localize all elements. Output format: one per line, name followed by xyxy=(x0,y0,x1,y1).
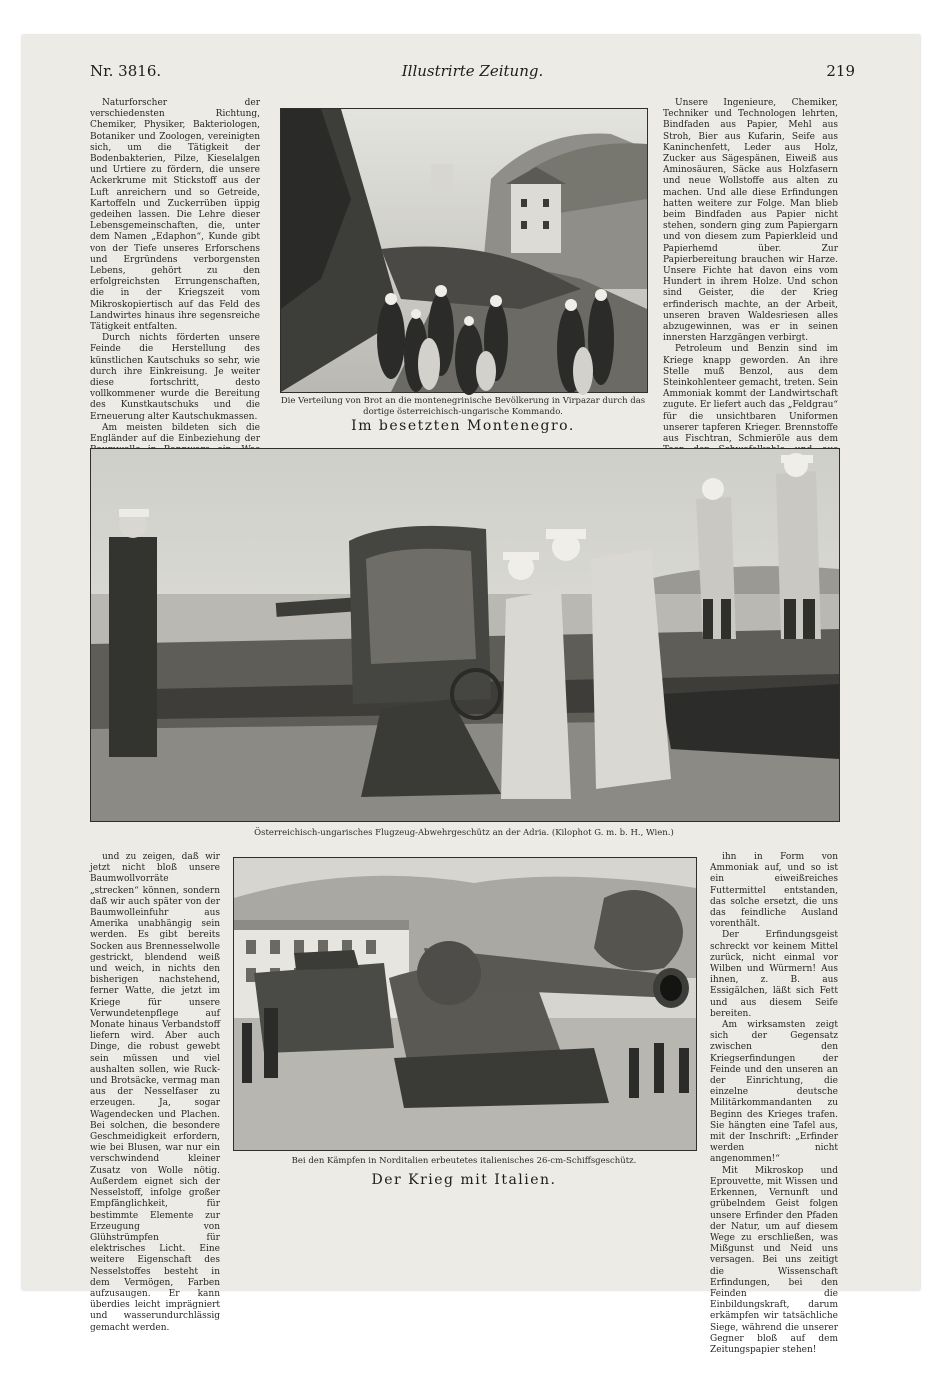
page-number: 219 xyxy=(826,62,855,80)
photo-caption-middle: Österreichisch-ungarisches Flugzeug-Abwehrgeschütz an der Adria. (Kilophot G. m. b. H., Wien.) xyxy=(254,828,674,838)
photo-caption-top: Die Verteilung von Brot an die montenegrinische Bevölkerung in Virpazar durch das dortige österreichisch-ungarische Kommando. xyxy=(280,396,646,417)
issue-number: Nr. 3816. xyxy=(90,62,162,80)
paragraph: Durch nichts förderten unsere Feinde die Herstellung des künstlichen Kautschuks so sehr, wie durch ihre Einkreisung. Je weiter diese fortschritt, desto vollkommener wurde die Bereitung des Kunstkautschuks und die Erneuerung alter Kautschukmassen. xyxy=(90,333,260,422)
text-column-bottom-right xyxy=(710,852,838,1355)
page-header xyxy=(90,62,855,84)
paragraph: Naturforscher der verschiedensten Richtung, Chemiker, Physiker, Bakteriologen, Botaniker und Zoologen, vereinigten sich, um die Tätigkeit der Bodenbakterien, Pilze, Kieselalgen und Urtiere zu fördern, die unsere Ackerkrume mit Stickstoff aus der Luft anreichern und so Getreide, Kartoffeln und Zuckerrüben üppig gedeihen lassen. Die Lehre dieser Lebensgemeinschaften, die, unter dem Namen „Edaphon“, Kunde gibt von der Tiefe unseres Erforschens und Ergründens verborgensten Lebens, gehört zu den erfolgreichsten Errungenschaften, die in der Kriegszeit vom Mikroskopiertisch auf das Feld des Landwirtes hinaus ihre segensreiche Tätigkeit entfalten. xyxy=(90,98,260,333)
paragraph: Am meisten bildeten sich die Engländer auf die Einbeziehung der xyxy=(90,422,260,445)
newspaper-title: Illustrirte Zeitung. xyxy=(401,62,544,80)
text-column-top-right xyxy=(663,98,838,445)
photo-anti-aircraft-gun xyxy=(90,448,840,822)
paragraph: Mit Mikroskop und Eprouvette, mit Wissen und Erkennen, Vernunft und grübelndem Geist folgen unsere Erfinder den Pfaden der Natur, um auf diesem Wege zu erschließen, was Mißgunst und Neid uns versagen. Bei uns zeitigt die Wissenschaft Erfindungen, bei den Feinden die Einbildungskraft, darum erkämpfen wir tatsächliche Siege, während die unserer Gegner bloß auf dem Zeitungspapier stehen! xyxy=(710,1165,838,1355)
text-column-top-left xyxy=(90,98,260,445)
photo-montenegro-bread-distribution xyxy=(280,108,648,393)
photo-italian-naval-gun xyxy=(233,857,697,1151)
section-title-montenegro: Im besetzten Montenegro. xyxy=(351,418,575,434)
paragraph: Der Erfindungsgeist schreckt vor keinem Mittel zurück, nicht einmal vor Wilben und Würmern! Aus ihnen, z. B. aus Essigälchen, läßt sich Fett und aus diesem Seife bereiten. xyxy=(710,930,838,1019)
text-column-bottom-left xyxy=(90,852,220,1333)
paragraph: Petroleum und Benzin sind im Kriege knapp geworden. An ihre Stelle muß Benzol, aus dem Steinkohlenteer gemacht, treten. Sein Ammoniak kommt der Landwirtschaft zugute. Er liefert auch das „Feldgrau“ für die unsichtbaren Uniformen unserer tapferen Krieger. Brennstoffe aus Fischtran, Schmieröle aus dem xyxy=(663,344,838,445)
section-title-italy: Der Krieg mit Italien. xyxy=(371,1172,557,1188)
paragraph: Am wirksamsten zeigt sich der Gegensatz zwischen den Kriegserfindungen der Feinde und den unseren an der Einrichtung, die einzelne deutsche Militärkommandanten zu Beginn des Krieges trafen. Sie hängten eine Tafel aus, mit der Inschrift: „Erfinder werden nicht angenommen!“ xyxy=(710,1020,838,1165)
paragraph: Unsere Ingenieure, Chemiker, Techniker und Technologen lehrten, Bindfaden aus Papier, Mehl aus Stroh, Bier aus Kufarin, Seife aus Kaninchenfett, Leder aus Holz, Zucker aus Sägespänen, Eiweiß aus Aminosäuren, Säcke aus Holzfasern und neue Wollstoffe aus alten zu machen. Und alle diese Erfindungen hatten weitere zur Folge. Man blieb beim Bindfaden aus Papier nicht stehen, sondern ging zum Papiergarn und von diesem zum Papierkleid und Papierhemd über. Zur Papierbereitung brauchen wir Harze. Unsere Fichte hat davon eins vom Hundert in ihrem Holze. Und schon sind Geister, die der Krieg erfinderisch machte, an der Arbeit, unseren braven Waldesriesen alles abzugewinnen, was er in seinen innersten Harzgängen verbirgt. xyxy=(663,98,838,344)
paragraph: ihn in Form von Ammoniak auf, und so ist ein eiweißreiches Futtermittel entstanden, das solche ersetzt, die uns das feindliche Ausland vorenthält. xyxy=(710,852,838,930)
paragraph: und zu zeigen, daß wir jetzt nicht bloß unsere Baumwollvorräte „strecken“ können, sondern daß wir auch später von der Baumwolleinfuhr aus Amerika unabhängig sein werden. Es gibt bereits Socken aus Brennesselwolle gestrickt, blendend weiß und weich, in nichts den bisherigen nachstehend, ferner Watte, die jetzt im Kriege für unsere Verwundetenpflege auf Monate hinaus Verbandstoff liefern wird. Aber auch Dinge, die robust gewebt sein müssen und viel aushalten sollen, wie Ruck- und Brotsäcke, vermag man aus der Nesselfaser zu erzeugen. Ja, sogar Wagendecken und Plachen. Bei solchen, die besondere Geschmeidigkeit erfordern, wie bei Blusen, war nur ein verschwindend kleiner Zusatz von Wolle nötig. Außerdem eignet sich der Nesselstoff, infolge großer Empfänglichkeit, für bestimmte Elemente zur Erzeugung von Glühstrümpfen für elektrisches Licht. Eine weitere Eigenschaft des Nesselstoffes besteht in dem Vermögen, Farben aufzusaugen. Er kann überdies leicht imprägniert und wasserundurchlässig gemacht werden. xyxy=(90,852,220,1333)
photo-caption-bottom: Bei den Kämpfen in Norditalien erbeutetes italienisches 26-cm-Schiffsgeschütz. xyxy=(291,1156,637,1166)
